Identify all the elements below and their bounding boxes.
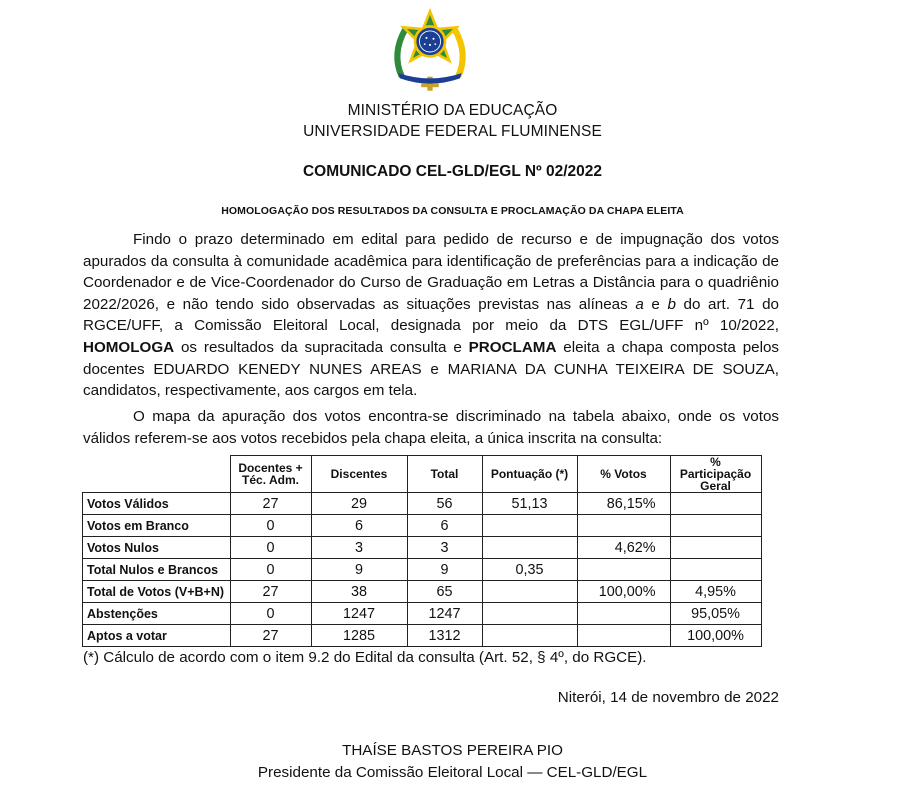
- table-row: [83, 537, 762, 559]
- ministry-name: MINISTÉRIO DA EDUCAÇÃO: [347, 102, 558, 119]
- document-subtitle: HOMOLOGAÇÃO DOS RESULTADOS DA CONSULTA E PROCLAMAÇÃO DA CHAPA ELEITA: [221, 205, 684, 217]
- paragraph2-text: O mapa da apuração dos votos encontra-se discriminado na tabela abaixo, onde os votos válidos referem-se aos votos recebidos pela chapa eleita, a única inscrita na consulta:: [83, 408, 779, 447]
- cell-votos: 86,15%: [577, 493, 670, 515]
- cell-total: 3: [407, 537, 482, 559]
- header-discentes: Discentes: [311, 456, 407, 493]
- paragraph-vote-map: [83, 406, 779, 449]
- cell-docentes: 27: [230, 625, 311, 647]
- header-docentes: Docentes + Téc. Adm.: [230, 456, 311, 493]
- table-row: [83, 515, 762, 537]
- paragraph1-homologa: HOMOLOGA: [83, 338, 175, 356]
- header-participacao: % Participação Geral: [670, 456, 761, 493]
- paragraph1-italic-a: a: [635, 295, 644, 313]
- table-row: [83, 603, 762, 625]
- footnote: (*) Cálculo de acordo com o item 9.2 do Edital da consulta (Art. 52, § 4º, do RGCE).: [83, 649, 647, 666]
- results-table: [82, 455, 762, 647]
- cell-docentes: 0: [230, 603, 311, 625]
- cell-votos: 100,00%: [577, 581, 670, 603]
- cell-docentes: 0: [230, 515, 311, 537]
- cell-pontuacao: [482, 625, 577, 647]
- table-corner-cell: [83, 456, 231, 493]
- paragraph1-italic-b: b: [667, 295, 676, 313]
- header-votos: % Votos: [577, 456, 670, 493]
- coat-of-arms-icon: [386, 8, 474, 96]
- cell-total: 6: [407, 515, 482, 537]
- table-row: [83, 625, 762, 647]
- cell-participacao: [670, 515, 761, 537]
- cell-pontuacao: [482, 515, 577, 537]
- paragraph1-text-e: eleita a chapa composta pelos docentes EDUARDO KENEDY NUNES AREAS e MARIANA DA CUNHA TEIXEIRA DE SOUZA, candidatos, respectivamente, aos cargos em tela.: [83, 338, 779, 400]
- cell-total: 9: [407, 559, 482, 581]
- cell-participacao: 100,00%: [670, 625, 761, 647]
- cell-participacao: 95,05%: [670, 603, 761, 625]
- signatory-role: Presidente da Comissão Eleitoral Local — CEL-GLD/EGL: [257, 764, 648, 781]
- table-row: [83, 559, 762, 581]
- cell-docentes: 27: [230, 493, 311, 515]
- row-label: Aptos a votar: [83, 625, 231, 647]
- table-row: [83, 581, 762, 603]
- paragraph1-text-b: e: [643, 295, 668, 313]
- signatory-name: THAÍSE BASTOS PEREIRA PIO: [342, 742, 563, 759]
- header-pontuacao: Pontuação (*): [482, 456, 577, 493]
- cell-discentes: 6: [311, 515, 407, 537]
- cell-discentes: 1247: [311, 603, 407, 625]
- cell-docentes: 0: [230, 537, 311, 559]
- cell-discentes: 3: [311, 537, 407, 559]
- cell-votos: [577, 603, 670, 625]
- cell-total: 56: [407, 493, 482, 515]
- cell-pontuacao: 0,35: [482, 559, 577, 581]
- cell-participacao: [670, 493, 761, 515]
- cell-pontuacao: [482, 537, 577, 559]
- paragraph1-text-a: Findo o prazo determinado em edital para pedido de recurso e de impugnação dos votos apurados da consulta à comunidade acadêmica para identificação de preferências para a indicação de Coordenador e de Vice-Coordenador do Curso de Graduação em Letras a Distância para o quadriênio 2022/2026, e não tendo sido observadas as situações previstas nas alíneas: [83, 231, 779, 313]
- paragraph1-proclama: PROCLAMA: [468, 338, 557, 356]
- row-label: Total de Votos (V+B+N): [83, 581, 231, 603]
- cell-votos: 4,62%: [577, 537, 670, 559]
- row-label: Total Nulos e Brancos: [83, 559, 231, 581]
- cell-participacao: [670, 559, 761, 581]
- row-label: Votos em Branco: [83, 515, 231, 537]
- paragraph1-text-d: os resultados da supracitada consulta e: [174, 338, 469, 356]
- cell-participacao: 4,95%: [670, 581, 761, 603]
- paragraph-homologation: [83, 229, 779, 402]
- cell-total: 1247: [407, 603, 482, 625]
- row-label: Votos Válidos: [83, 493, 231, 515]
- cell-votos: [577, 625, 670, 647]
- ministry-header: [0, 100, 905, 142]
- document-title: COMUNICADO CEL-GLD/EGL Nº 02/2022: [302, 163, 603, 180]
- cell-pontuacao: 51,13: [482, 493, 577, 515]
- cell-votos: [577, 515, 670, 537]
- cell-total: 1312: [407, 625, 482, 647]
- cell-votos: [577, 559, 670, 581]
- cell-discentes: 1285: [311, 625, 407, 647]
- university-name: UNIVERSIDADE FEDERAL FLUMINENSE: [303, 123, 602, 140]
- cell-total: 65: [407, 581, 482, 603]
- row-label: Abstenções: [83, 603, 231, 625]
- cell-discentes: 9: [311, 559, 407, 581]
- cell-docentes: 0: [230, 559, 311, 581]
- cell-discentes: 38: [311, 581, 407, 603]
- place-date: Niterói, 14 de novembro de 2022: [557, 689, 779, 706]
- cell-docentes: 27: [230, 581, 311, 603]
- cell-discentes: 29: [311, 493, 407, 515]
- paragraph1-text-c: do art. 71 do RGCE/UFF, a Comissão Eleitoral Local, designada por meio da DTS EGL/UFF nº 10/2022,: [83, 295, 779, 335]
- table-row: [83, 493, 762, 515]
- cell-participacao: [670, 537, 761, 559]
- table-header-row: [83, 456, 762, 493]
- cell-pontuacao: [482, 581, 577, 603]
- cell-pontuacao: [482, 603, 577, 625]
- header-total: Total: [407, 456, 482, 493]
- row-label: Votos Nulos: [83, 537, 231, 559]
